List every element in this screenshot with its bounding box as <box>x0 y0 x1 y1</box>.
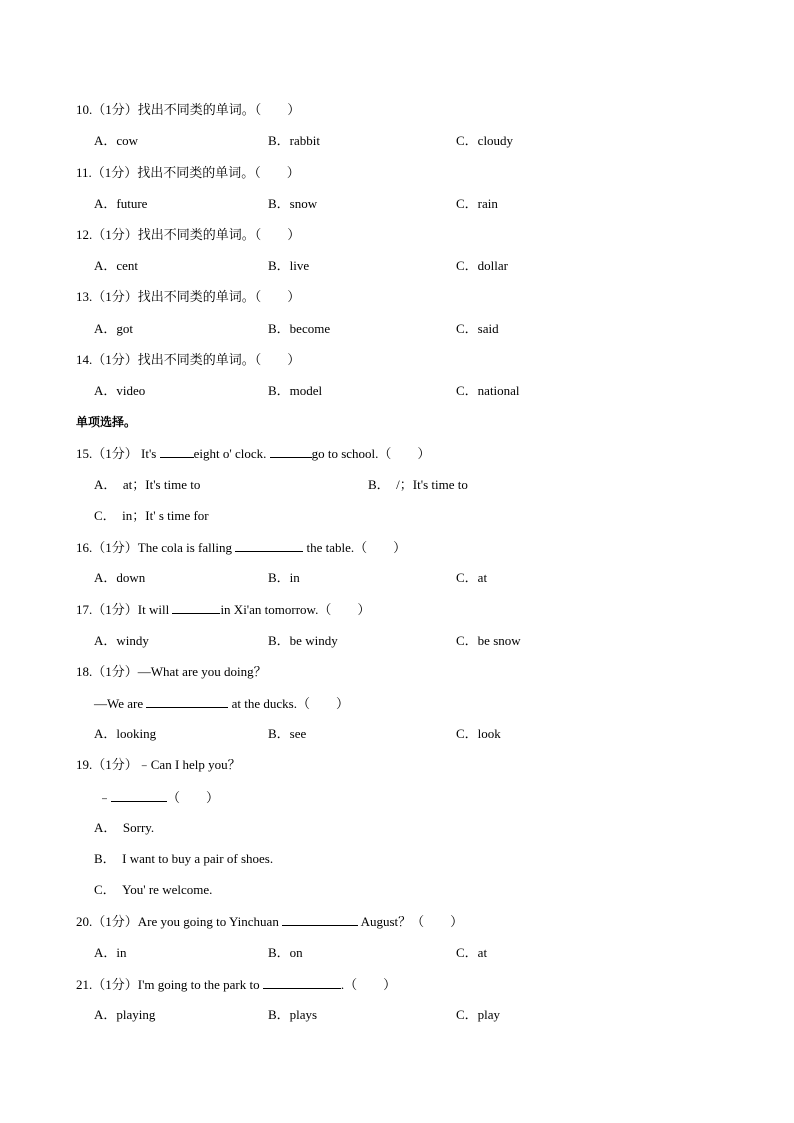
option-a[interactable]: A．got <box>94 321 134 336</box>
option-c[interactable]: C．dollar <box>456 258 508 273</box>
question-14-stem: 14.（1分）找出不同类的单词。（ ） <box>76 352 301 367</box>
option-a[interactable]: A．cow <box>94 133 139 148</box>
answer-blank[interactable] <box>146 695 228 708</box>
question-15-stem: 15.（1分） It's eight o' clock. go to school.（ ） <box>76 446 431 461</box>
answer-blank[interactable] <box>111 789 167 802</box>
option-c[interactable]: C．be snow <box>456 633 521 648</box>
question-19-stem: 19.（1分）﹣Can I help you？ <box>76 757 241 772</box>
option-a[interactable]: A．looking <box>94 726 157 741</box>
question-20-stem: 20.（1分）Are you going to Yinchuan August？（ ） <box>76 914 464 929</box>
question-12-stem: 12.（1分）找出不同类的单词。（ ） <box>76 227 301 242</box>
answer-blank[interactable] <box>282 913 358 926</box>
question-19-reply: ﹣ （ ） <box>98 790 220 805</box>
option-b[interactable]: B． /；It's time to <box>368 477 468 492</box>
option-a[interactable]: A．future <box>94 196 148 211</box>
answer-blank[interactable] <box>235 539 303 552</box>
answer-blank[interactable] <box>263 976 341 989</box>
option-b[interactable]: B．see <box>268 726 307 741</box>
option-c[interactable]: C． You' re welcome. <box>94 882 213 897</box>
question-13-stem: 13.（1分）找出不同类的单词。（ ） <box>76 289 301 304</box>
option-b[interactable]: B． I want to buy a pair of shoes. <box>94 851 274 866</box>
option-c[interactable]: C．said <box>456 321 499 336</box>
answer-blank[interactable] <box>160 445 194 458</box>
option-c[interactable]: C．play <box>456 1007 501 1022</box>
option-a[interactable]: A．cent <box>94 258 139 273</box>
option-b[interactable]: B．model <box>268 383 323 398</box>
option-b[interactable]: B．in <box>268 570 300 585</box>
option-a[interactable]: A． at；It's time to <box>94 477 201 492</box>
option-b[interactable]: B．on <box>268 945 303 960</box>
option-c[interactable]: C．national <box>456 383 520 398</box>
option-b[interactable]: B．plays <box>268 1007 318 1022</box>
question-17-stem: 17.（1分）It will in Xi'an tomorrow.（ ） <box>76 602 371 617</box>
option-c[interactable]: C．at <box>456 570 488 585</box>
option-b[interactable]: B．become <box>268 321 331 336</box>
question-11-stem: 11.（1分）找出不同类的单词。（ ） <box>76 165 300 180</box>
section-title: 单项选择。 <box>76 415 137 429</box>
option-c[interactable]: C．rain <box>456 196 498 211</box>
question-18-stem: 18.（1分）—What are you doing？ <box>76 664 267 679</box>
question-18-reply: —We are at the ducks.（ ） <box>94 696 349 711</box>
option-c[interactable]: C．cloudy <box>456 133 514 148</box>
option-c[interactable]: C．look <box>456 726 501 741</box>
answer-blank[interactable] <box>270 445 312 458</box>
option-b[interactable]: B．rabbit <box>268 133 320 148</box>
question-16-stem: 16.（1分）The cola is falling the table.（ ） <box>76 540 407 555</box>
option-b[interactable]: B．be windy <box>268 633 338 648</box>
option-a[interactable]: A．in <box>94 945 127 960</box>
option-a[interactable]: A．windy <box>94 633 149 648</box>
option-a[interactable]: A． Sorry. <box>94 820 155 835</box>
question-10-stem: 10.（1分）找出不同类的单词。（ ） <box>76 102 301 117</box>
option-a[interactable]: A．playing <box>94 1007 156 1022</box>
option-c[interactable]: C．at <box>456 945 488 960</box>
answer-blank[interactable] <box>172 601 220 614</box>
question-21-stem: 21.（1分）I'm going to the park to .（ ） <box>76 977 397 992</box>
option-a[interactable]: A．video <box>94 383 146 398</box>
option-a[interactable]: A．down <box>94 570 146 585</box>
option-b[interactable]: B．snow <box>268 196 318 211</box>
option-c[interactable]: C． in；It' s time for <box>94 508 209 523</box>
option-b[interactable]: B．live <box>268 258 310 273</box>
